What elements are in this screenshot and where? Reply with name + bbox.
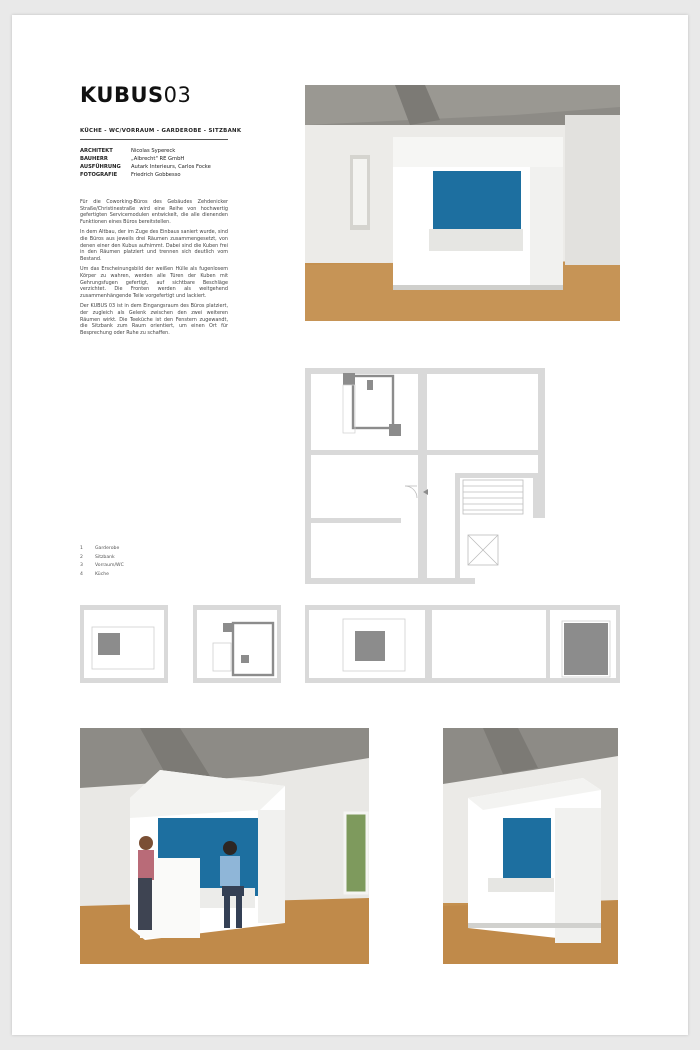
credit-row: [80, 147, 211, 155]
legend-label: Garderobe: [95, 546, 120, 551]
floor-plan: [305, 368, 550, 584]
section-drawing: [193, 605, 281, 683]
section-drawing: [80, 605, 168, 683]
credit-value: Autark Interieurs, Carlos Focke: [131, 164, 211, 170]
legend-item: [80, 545, 124, 554]
description-text: [80, 199, 228, 340]
plan-legend: [80, 545, 124, 579]
legend-item: [80, 562, 124, 571]
legend-label: Küche: [95, 571, 109, 577]
credit-key: ARCHITEKT: [80, 148, 113, 154]
description-paragraph: In dem Altbau, der im Zuge des Einbaus saniert wurde, sind die Büros aus jeweils drei Räumen zusammengesetzt, von denen einer den Kubus aufnimmt. Dabei sind die Kuben frei in den Räumen platziert und trennen sich deutlich vom Bestand.: [80, 229, 228, 262]
credit-value: „Albrecht" RE GmbH: [131, 156, 185, 162]
description-paragraph: Um das Erscheinungsbild der weißen Hülle als fugenlosem Körper zu wahren, werden alle Türen der Kuben mit Gehrungsfugen gefertigt, auf sichtbare Beschläge verzichtet. Die Fronten werden als weitgehend zusammenhängende Teile vorgefertigt und lackiert.: [80, 266, 228, 299]
credit-value: Friedrich Gobbesso: [131, 172, 181, 178]
legend-label: Vorraum/WC: [95, 563, 124, 568]
legend-label: Sitzbank: [95, 554, 115, 560]
title-number: 03: [163, 83, 192, 107]
legend-number: 3: [80, 563, 83, 568]
legend-number: 1: [80, 546, 83, 551]
legend-item: [80, 554, 124, 563]
photo-cube-people: [80, 728, 369, 964]
legend-item: [80, 571, 124, 580]
section-drawing: [530, 605, 620, 683]
description-paragraph: Für die Coworking-Büros des Gebäudes Zehdenicker Straße/Christinestraße wird eine Reihe von hochwertig gefertigten Servicemodulen entwickelt, die alle dienenden Funktionen eines Büros bereitstellen.: [80, 199, 228, 225]
project-title: [80, 83, 191, 107]
photo-cube-front: [305, 85, 620, 321]
credit-row: [80, 163, 211, 171]
title-divider: [80, 139, 228, 140]
description-paragraph: Der KUBUS 03 ist in dem Eingangsraum des Büros platziert, der zugleich als Gelenk zwischen den zwei weiteren Räumen wirkt. Die Teeküche ist den Fenstern zugewandt, die Sitzbank zum Raum orientiert, um einen Ort für Besprechung oder Ruhe zu schaffen.: [80, 303, 228, 336]
credit-key: BAUHERR: [80, 156, 108, 162]
section-drawing: [305, 605, 550, 683]
credit-value: Nicolas Sypereck: [131, 148, 176, 154]
credit-key: AUSFÜHRUNG: [80, 164, 121, 170]
credits-table: [80, 147, 211, 179]
credit-key: FOTOGRAFIE: [80, 172, 118, 178]
project-subtitle: KÜCHE - WC/VORRAUM - GARDEROBE - SITZBANK: [80, 128, 242, 134]
legend-number: 4: [80, 571, 83, 577]
photo-cube-angle: [443, 728, 618, 964]
legend-number: 2: [80, 554, 83, 560]
credit-row: [80, 171, 211, 179]
title-bold: KUBUS: [80, 83, 164, 107]
credit-row: [80, 155, 211, 163]
